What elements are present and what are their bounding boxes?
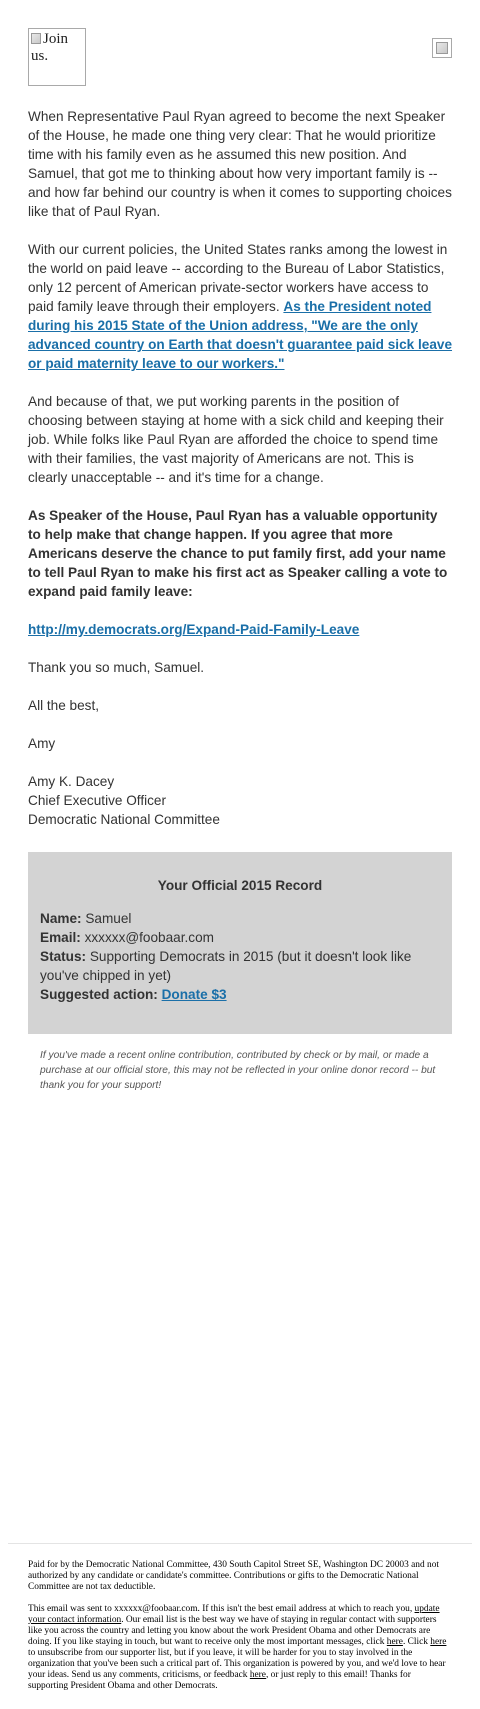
footer-text-c: to unsubscribe from our supporter list, but if you leave, it will be harder for you to stay involved in the organization that you've been such a critical part of. This organization is powered by you, and we'd love to hear your ideas. Send us any comments, criticisms, or feedback — [28, 1648, 446, 1680]
name-label: Name: — [40, 911, 82, 926]
name-value: Samuel — [85, 911, 132, 926]
official-record-box — [28, 852, 452, 1034]
record-action-row — [40, 985, 440, 1004]
donor-record-disclaimer: If you've made a recent online contribution, contributed by check or by mail, or made a purchase at our official store, this may not be reflected in your online donor record -- but thank you for your support! — [40, 1050, 436, 1091]
footer-divider — [8, 1543, 472, 1544]
state-of-union-link[interactable]: As the President noted during his 2015 State of the Union address, "We are the only advanced country on Earth that doesn't guarantee paid sick leave or paid maternity leave to our workers." — [28, 299, 453, 371]
record-title: Your Official 2015 Record — [157, 878, 323, 893]
paragraph-policies-text: With our current policies, the United States ranks among the lowest in the world on paid leave -- according to the Bureau of Labor Statistics, only 12 percent of American private-sector workers have access to paid family leave through their employers. — [28, 242, 448, 314]
broken-image-icon — [436, 42, 448, 54]
footer-text-d: , or just reply to this email! Thanks for supporting President Obama and other Democrats. — [28, 1670, 411, 1691]
record-email-row — [40, 928, 440, 947]
status-value: Supporting Democrats in 2015 (but it doesn't look like you've chipped in yet) — [40, 949, 412, 983]
join-us-logo-image[interactable] — [28, 28, 86, 86]
paid-for-notice: Paid for by the Democratic National Committee, 430 South Capitol Street SE, Washington DC 20003 and not authorized by any candidate or candidate's committee. Contributions or gifts to the Democratic National Committee are not tax deductible. — [28, 1560, 439, 1592]
signature-title: Chief Executive Officer — [28, 793, 167, 808]
important-only-link[interactable]: here — [386, 1637, 403, 1647]
feedback-link[interactable]: here — [249, 1670, 266, 1680]
email-header — [28, 28, 452, 88]
logo-alt-text: Join us. — [31, 31, 69, 64]
record-name-row — [40, 909, 440, 928]
paragraph-policies — [28, 240, 452, 373]
suggested-action-label: Suggested action: — [40, 987, 158, 1002]
sent-to-text: This email was sent to xxxxxx@foobaar.com. If this isn't the best email address at which to reach you, — [28, 1604, 413, 1614]
record-status-row — [40, 947, 440, 985]
signature-org: Democratic National Committee — [28, 812, 220, 827]
email-value: xxxxxx@foobaar.com — [84, 930, 214, 945]
paragraph-working-parents: And because of that, we put working parents in the position of choosing between staying at home with a sick child and keeping their job. While folks like Paul Ryan are afforded the choice to spend time with their families, the vast majority of Americans are not. This is clearly unacceptable -- and it's time for a change. — [28, 394, 444, 485]
paragraph-intro: When Representative Paul Ryan agreed to become the next Speaker of the House, he made one thing very clear: That he would prioritize time with his family even as he assumed this new position. And Samuel, that got me to thinking about how very important family is -- and how far behind our country is when it comes to supporting choices like that of Paul Ryan. — [28, 109, 452, 219]
signoff-name: Amy — [28, 736, 56, 751]
status-label: Status: — [40, 949, 87, 964]
signature-name: Amy K. Dacey — [28, 774, 115, 789]
update-contact-link[interactable]: update your contact information — [28, 1604, 440, 1625]
email-footer — [28, 1560, 452, 1703]
letter-body — [28, 107, 452, 829]
donate-link[interactable]: Donate $3 — [161, 987, 227, 1002]
footer-text-a: . Our email list is the best way we have of staying in regular contact with supporters like you across the country and letting you know about the work President Obama and other Democrats are doing. If you like staying in touch, but want to receive only the most important messages, click — [28, 1615, 437, 1647]
header-image[interactable] — [432, 38, 452, 58]
petition-link[interactable]: http://my.democrats.org/Expand-Paid-Family-Leave — [28, 622, 360, 637]
broken-image-icon — [31, 33, 41, 44]
thanks-line: Thank you so much, Samuel. — [28, 660, 205, 675]
unsubscribe-link[interactable]: here — [430, 1637, 447, 1647]
subscription-notice — [28, 1604, 452, 1692]
closing-line: All the best, — [28, 698, 100, 713]
footer-text-b: . Click — [402, 1637, 428, 1647]
paragraph-call-to-action: As Speaker of the House, Paul Ryan has a valuable opportunity to help make that change happen. If you agree that more Americans deserve the chance to put family first, add your name to tell Paul Ryan to make his first act as Speaker calling a vote to expand paid family leave: — [28, 508, 448, 599]
email-label: Email: — [40, 930, 81, 945]
signature-block — [28, 772, 452, 829]
